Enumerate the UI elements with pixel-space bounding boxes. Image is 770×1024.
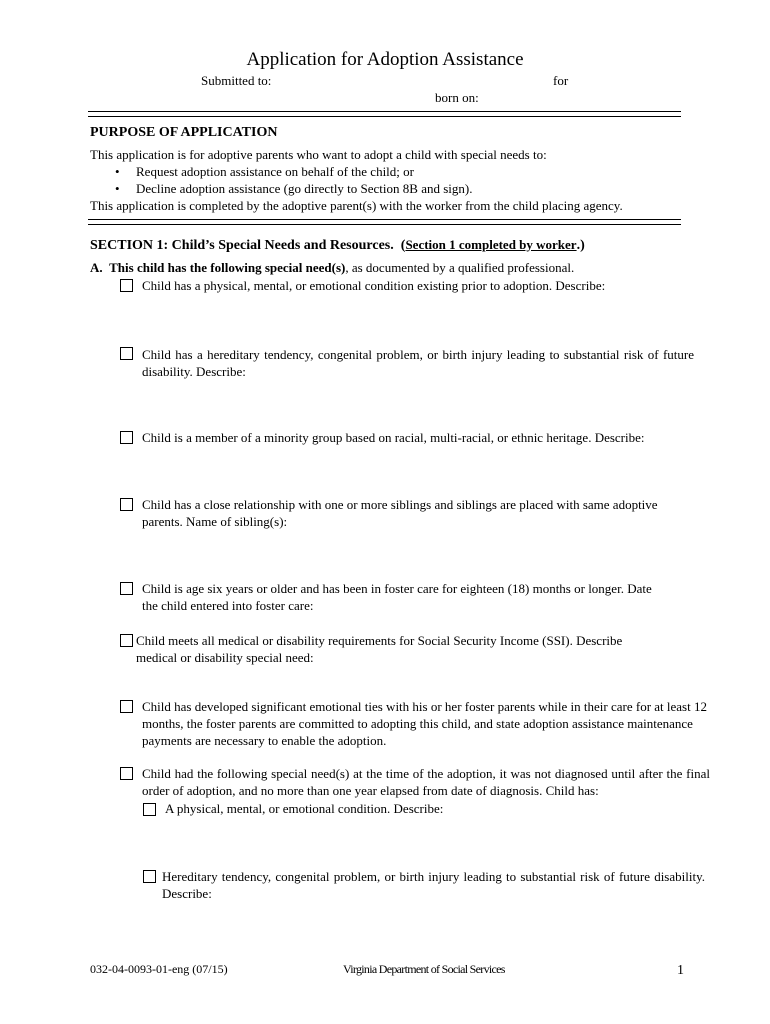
checkbox-physical-condition[interactable] — [120, 279, 133, 292]
bullet-dot: • — [115, 164, 120, 179]
item-ssi-requirements: Child meets all medical or disability requirements for Social Security Income (SSI). Describe medical or disability special need: — [136, 633, 623, 665]
section1-a-prefix: A. — [90, 260, 103, 275]
item-minority-group: Child is a member of a minority group based on racial, multi-racial, or ethnic heritage. Describe: — [142, 430, 645, 445]
checkbox-emotional-ties[interactable] — [120, 700, 133, 713]
form-number: 032-04-0093-01-eng (07/15) — [90, 962, 228, 976]
purpose-closing: This application is completed by the adoptive parent(s) with the worker from the child placing agency. — [90, 198, 623, 213]
submitted-to-label: Submitted to: — [201, 73, 272, 88]
checkbox-hereditary-tendency[interactable] — [120, 347, 133, 360]
checkbox-sub-hereditary[interactable] — [143, 870, 156, 883]
purpose-bullet-decline: Decline adoption assistance (go directly to Section 8B and sign). — [136, 181, 473, 196]
section1-note-link: Section 1 completed by worker — [405, 237, 577, 252]
item-age-foster-care: Child is age six years or older and has been in foster care for eighteen (18) months or longer. Date the child entered into foster care: — [142, 581, 652, 613]
section1-heading-line — [90, 236, 585, 254]
purpose-heading: PURPOSE OF APPLICATION — [90, 125, 278, 140]
item-emotional-ties: Child has developed significant emotional ties with his or her foster parents while in their care for at least 12 months, the foster parents are committed to adopting this child, and state adoption assistance maintenance payments are necessary to enable the adoption. — [142, 699, 707, 748]
subitem-hereditary: Hereditary tendency, congenital problem, or birth injury leading to substantial risk of future disability. Describe: — [162, 869, 705, 901]
section1-note-open: ( — [400, 238, 406, 253]
item-later-diagnosis: Child had the following special need(s) at the time of the adoption, it was not diagnosed until after the final order of adoption, and no more than one year elapsed from date of diagnosis. Child has: — [142, 766, 710, 798]
section-rule-bottom — [88, 224, 681, 225]
checkbox-ssi-requirements[interactable] — [120, 634, 133, 647]
header-rule-top — [88, 111, 681, 112]
checkbox-age-foster-care[interactable] — [120, 582, 133, 595]
born-on-label: born on: — [435, 90, 479, 105]
item-sibling-relationship: Child has a close relationship with one or more siblings and siblings are placed with same adoptive parents. Name of sibling(s): — [142, 497, 658, 529]
section1-a-rest: , as documented by a qualified professional. — [345, 260, 575, 275]
item-physical-condition: Child has a physical, mental, or emotional condition existing prior to adoption. Describe: — [142, 278, 606, 293]
checkbox-sub-physical-condition[interactable] — [143, 803, 156, 816]
subitem-physical-condition: A physical, mental, or emotional condition. Describe: — [165, 801, 444, 816]
checkbox-later-diagnosis[interactable] — [120, 767, 133, 780]
section-rule-top — [88, 219, 681, 220]
section1-heading: SECTION 1: Child’s Special Needs and Resources. — [90, 238, 394, 253]
page-number: 1 — [677, 963, 684, 978]
checkbox-sibling-relationship[interactable] — [120, 498, 133, 511]
item-hereditary-tendency: Child has a hereditary tendency, congenital problem, or birth injury leading to substantial risk of future disability. Describe: — [142, 347, 694, 379]
bullet-dot: • — [115, 181, 120, 196]
purpose-intro: This application is for adoptive parents who want to adopt a child with special needs to: — [90, 147, 547, 162]
header-rule-bottom — [88, 116, 681, 117]
agency-name: Virginia Department of Social Services — [343, 962, 505, 976]
document-title: Application for Adoption Assistance — [246, 49, 524, 70]
section1-a-line — [90, 259, 574, 276]
checkbox-minority-group[interactable] — [120, 431, 133, 444]
section1-note-close: .) — [576, 238, 585, 253]
section1-a-bold: This child has the following special need(s) — [109, 260, 346, 275]
for-label: for — [553, 73, 569, 88]
purpose-bullet-request: Request adoption assistance on behalf of the child; or — [136, 164, 414, 179]
